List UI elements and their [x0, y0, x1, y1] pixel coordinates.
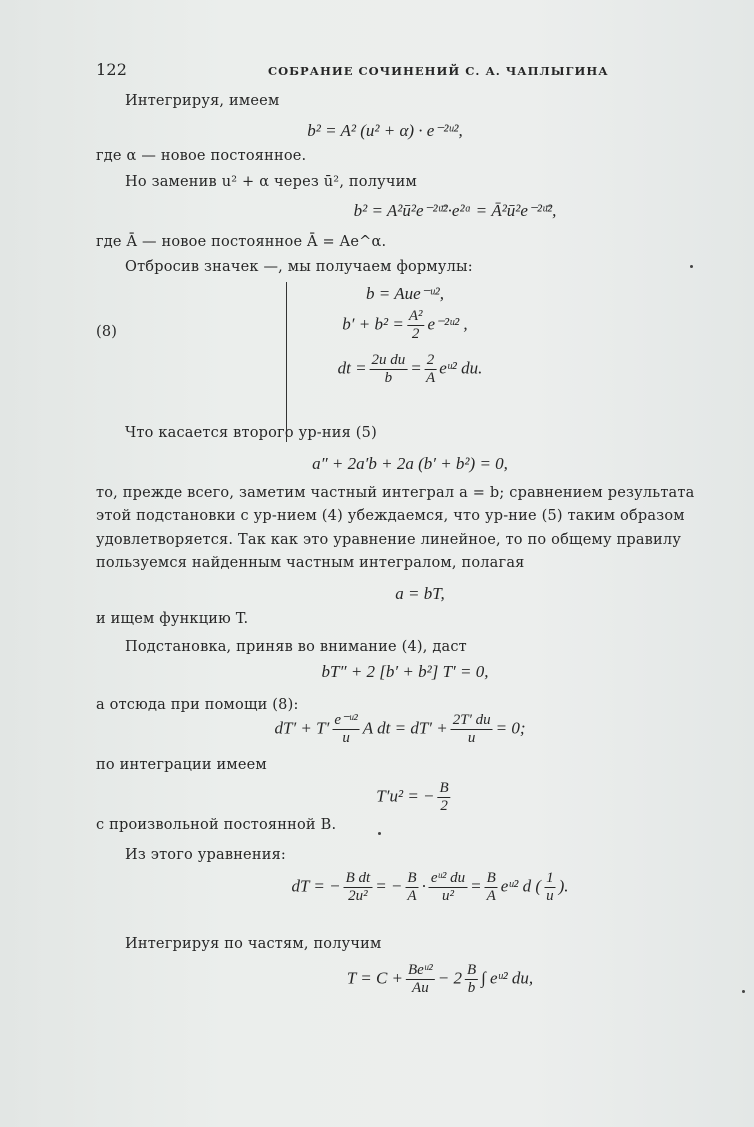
paragraph-line: то, прежде всего, заметим частный интеграл a = b; сравнением результата — [96, 485, 695, 501]
denominator: u — [546, 888, 554, 905]
paragraph: Но заменив u² + α через ū², получим — [125, 174, 418, 190]
numerator: B — [438, 780, 451, 798]
formula-8 — [292, 870, 569, 906]
paragraph: где α — новое постоянное. — [96, 148, 307, 164]
lhs: dT = − — [291, 876, 341, 896]
paragraph: Интегрируя, имеем — [125, 93, 280, 109]
running-title: СОБРАНИЕ СОЧИНЕНИЙ С. А. ЧАПЛЫГИНА — [268, 64, 609, 78]
speck — [690, 265, 693, 268]
rhs: e⁻²ᵘ² , — [427, 314, 468, 334]
operator: eᵘ² d ( — [500, 876, 542, 896]
page-number: 122 — [96, 60, 128, 79]
operator: = − — [375, 876, 403, 896]
paragraph-line: этой подстановки с ур-нием (4) убеждаемся, что ур-ние (5) таким образом — [96, 508, 685, 524]
paragraph: с произвольной постоянной B. — [96, 817, 337, 833]
denominator: b — [384, 370, 393, 387]
lhs: T = C + — [346, 968, 404, 988]
numerator: Beᵘ² — [406, 962, 435, 980]
denominator: 2 — [440, 798, 448, 815]
operator: − 2 — [437, 968, 462, 988]
denominator: u — [342, 730, 350, 747]
numerator: B dt — [344, 870, 373, 888]
denominator: 2u² — [348, 888, 368, 905]
speck — [378, 832, 381, 835]
formula-6 — [275, 712, 526, 748]
rhs: ). — [558, 876, 569, 896]
speck — [742, 990, 745, 993]
paragraph: Отбросив значек —, мы получаем формулы: — [125, 259, 473, 275]
lhs: dT′ + T′ — [274, 718, 330, 738]
numerator: e⁻ᵘ² — [332, 712, 359, 730]
rhs: ∫ eᵘ² du, — [481, 968, 534, 988]
rhs: eᵘ² du. — [439, 358, 483, 378]
formula-2: b² = A²ū²e⁻²ᵘ̄²·e²ᵅ = Ā²ū²e⁻²ᵘ̄², — [353, 201, 557, 220]
paragraph: и ищем функцию T. — [96, 611, 249, 627]
numerator: 2u du — [370, 352, 408, 370]
operator: · — [421, 876, 426, 896]
formula-9 — [347, 962, 533, 998]
numerator: B — [485, 870, 498, 888]
paragraph: где Ā — новое постоянное Ā = Ae^α. — [96, 234, 387, 250]
operator: = — [470, 876, 482, 896]
equation-label: (8) — [96, 324, 118, 340]
system-brace — [286, 282, 297, 442]
lhs: T′u² = − — [376, 786, 435, 806]
paragraph: Из этого уравнения: — [125, 847, 286, 863]
paragraph: Подстановка, приняв во внимание (4), даст — [125, 639, 467, 655]
formula-4: a = bT, — [395, 584, 445, 603]
numerator: eᵘ² du — [429, 870, 467, 888]
paragraph-line: удовлетворяется. Так как это уравнение линейное, то по общему правилу — [96, 532, 682, 548]
system-eq-2 — [342, 308, 467, 344]
denominator: b — [467, 980, 476, 997]
paragraph-line: пользуемся найденным частным интегралом, полагая — [96, 555, 525, 571]
denominator: u² — [441, 888, 454, 905]
numerator: 2 — [425, 352, 437, 370]
formula-3: a″ + 2a′b + 2a (b′ + b²) = 0, — [312, 454, 508, 473]
rhs: = 0; — [495, 718, 526, 738]
numerator: A² — [407, 308, 425, 326]
denominator: u — [467, 730, 476, 747]
formula-1: b² = A² (u² + α) · e⁻²ᵘ², — [307, 121, 463, 140]
middle: A dt = dT′ + — [362, 718, 448, 738]
formula-7 — [376, 780, 453, 816]
formula-5: bT″ + 2 [b′ + b²] T′ = 0, — [321, 662, 489, 681]
denominator: Au — [412, 980, 429, 997]
numerator: B — [405, 870, 418, 888]
denominator: A — [425, 370, 436, 387]
numerator: 2T′ du — [451, 712, 493, 730]
lhs: dt = — [337, 358, 367, 378]
denominator: 2 — [411, 326, 420, 343]
numerator: 1 — [544, 870, 556, 888]
paragraph: Что касается второго ур-ния (5) — [125, 425, 377, 441]
denominator: A — [407, 888, 417, 905]
paragraph: Интегрируя по частям, получим — [125, 936, 382, 952]
system-eq-1: b = Aue⁻ᵘ², — [366, 284, 444, 303]
numerator: B — [465, 962, 478, 980]
lhs: b′ + b² = — [342, 314, 404, 334]
paragraph: а отсюда при помощи (8): — [96, 697, 299, 713]
paragraph: по интеграции имеем — [96, 757, 267, 773]
equals: = — [410, 358, 422, 378]
denominator: A — [486, 888, 496, 905]
system-eq-3 — [338, 352, 483, 388]
